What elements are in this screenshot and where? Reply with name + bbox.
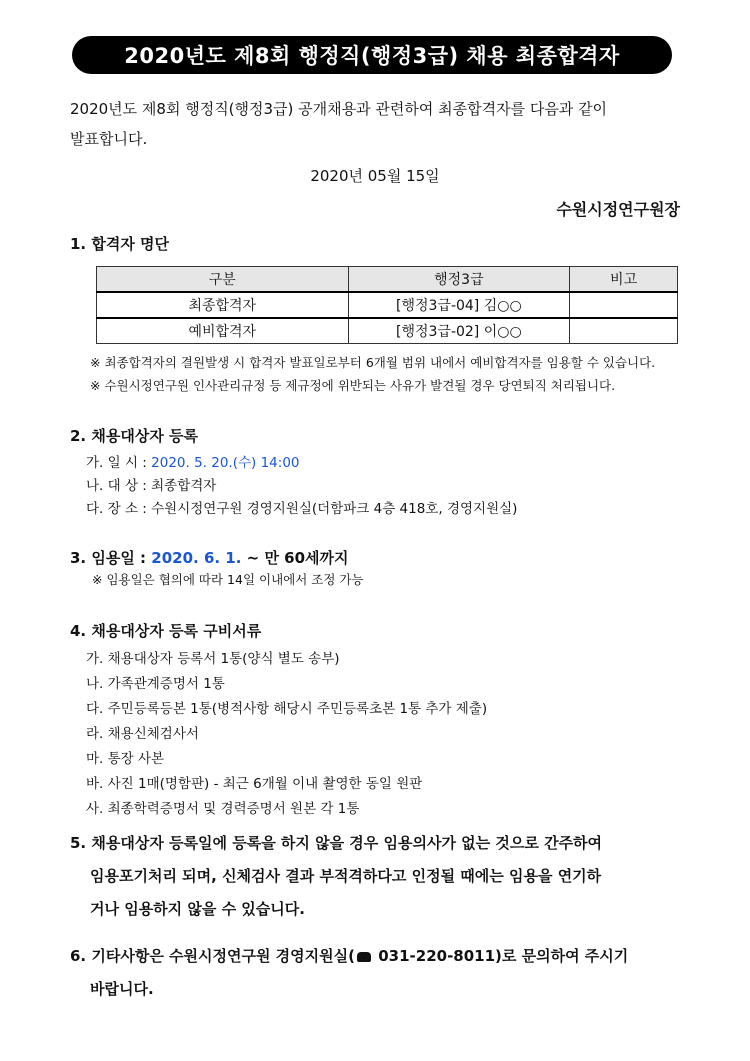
section5-line-1: 5. 채용대상자 등록일에 등록을 하지 않을 경우 임용의사가 없는 것으로 간주하여 xyxy=(70,834,603,852)
section2-heading: 2. 채용대상자 등록 xyxy=(70,427,199,445)
section2-item-3: 다. 장 소 : 수원시정연구원 경영지원실(더함파크 4층 418호, 경영지원실) xyxy=(86,501,518,517)
announcement-date: 2020년 05월 15일 xyxy=(310,167,440,185)
signer: 수원시정연구원장 xyxy=(556,200,680,219)
table-cell: 최종합격자 xyxy=(97,292,349,318)
section6-line-2: 바랍니다. xyxy=(90,980,154,998)
section2-item-1 xyxy=(86,451,300,471)
document-item: 라. 채용신체검사서 xyxy=(86,726,199,742)
intro-line-2: 발표합니다. xyxy=(70,130,148,148)
section5-line-3: 거나 임용하지 않을 수 있습니다. xyxy=(90,900,305,918)
document-item: 사. 최종학력증명서 및 경력증명서 원본 각 1통 xyxy=(86,801,360,817)
intro-paragraph xyxy=(70,94,682,154)
table-cell: 예비합격자 xyxy=(97,318,349,344)
table-header-row xyxy=(97,267,678,293)
intro-line-1: 2020년도 제8회 행정직(행정3급) 공개채용과 관련하여 최종합격자를 다음과 같이 xyxy=(70,100,608,118)
section3-heading xyxy=(70,547,349,568)
table-header: 비고 xyxy=(570,267,678,293)
section6-line-1 xyxy=(70,940,682,973)
section6-suffix: 031-220-8011)로 문의하여 주시기 xyxy=(373,947,629,965)
section2-item-2: 나. 대 상 : 최종합격자 xyxy=(86,478,217,494)
table-cell xyxy=(570,318,678,344)
section3-note: ※ 임용일은 협의에 따라 14일 이내에서 조정 가능 xyxy=(92,572,364,587)
section5-paragraph xyxy=(70,827,682,926)
note-1: ※ 최종합격자의 결원발생 시 합격자 발표일로부터 6개월 범위 내에서 예비합격자를 임용할 수 있습니다. xyxy=(90,355,656,370)
roster-table xyxy=(96,266,678,344)
table-header: 구분 xyxy=(97,267,349,293)
appointment-date: 2020. 6. 1. xyxy=(151,549,242,567)
document-item: 바. 사진 1매(명함판) - 최근 6개월 이내 촬영한 동일 원판 xyxy=(86,776,423,792)
document-title: 2020년도 제8회 행정직(행정3급) 채용 최종합격자 xyxy=(72,36,672,74)
table-cell: [행정3급-02] 이○○ xyxy=(348,318,570,344)
table-cell xyxy=(570,292,678,318)
section6-prefix: 6. 기타사항은 수원시정연구원 경영지원실( xyxy=(70,947,355,965)
document-item: 가. 채용대상자 등록서 1통(양식 별도 송부) xyxy=(86,651,340,667)
section5-line-2: 임용포기처리 되며, 신체검사 결과 부적격하다고 인정될 때에는 임용을 연기하 xyxy=(90,867,602,885)
section4-heading: 4. 채용대상자 등록 구비서류 xyxy=(70,622,262,640)
table-row xyxy=(97,292,678,318)
item-label: 가. 일 시 : xyxy=(86,455,152,471)
registration-datetime: 2020. 5. 20.(수) 14:00 xyxy=(151,455,300,471)
section3-prefix: 3. 임용일 : xyxy=(70,549,152,567)
table-row xyxy=(97,318,678,344)
document-item: 다. 주민등록등본 1통(병적사항 해당시 주민등록초본 1통 추가 제출) xyxy=(86,701,488,717)
document-item: 나. 가족관계증명서 1통 xyxy=(86,676,225,692)
note-2: ※ 수원시정연구원 인사관리규정 등 제규정에 위반되는 사유가 발견될 경우 당연퇴직 처리됩니다. xyxy=(90,378,616,393)
section3-suffix: ~ 만 60세까지 xyxy=(241,549,349,567)
section6-paragraph xyxy=(70,940,682,1006)
table-header: 행정3급 xyxy=(348,267,570,293)
document-item: 마. 통장 사본 xyxy=(86,751,165,767)
table-cell: [행정3급-04] 김○○ xyxy=(348,292,570,318)
telephone-icon xyxy=(357,952,371,962)
section1-heading: 1. 합격자 명단 xyxy=(70,235,170,253)
